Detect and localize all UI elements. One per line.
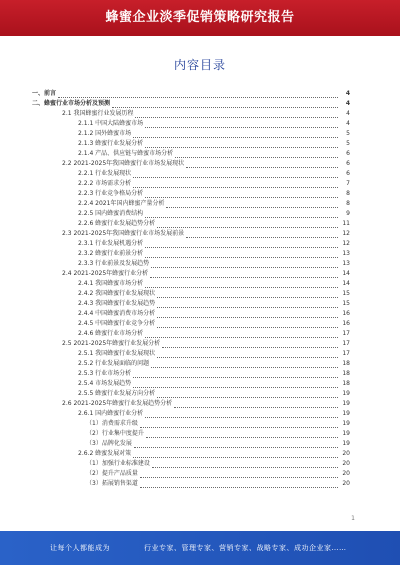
toc-entry-page: 6: [346, 170, 350, 177]
toc-entry-page: 20: [342, 480, 350, 487]
toc-dot-leader: [133, 181, 338, 188]
toc-entry-page: 6: [346, 160, 350, 167]
toc-entry-page: 13: [342, 250, 350, 257]
toc-entry-page: 9: [346, 210, 350, 217]
toc-entry-page: 13: [342, 260, 350, 267]
toc-entry-title: 2.5 2021-2025年蜂蜜行业发展分析: [62, 340, 161, 347]
toc-entry[interactable]: [32, 298, 350, 308]
toc-entry-page: 7: [346, 180, 350, 187]
toc-entry-page: 17: [342, 350, 350, 357]
toc-dot-leader: [157, 321, 338, 328]
toc-entry-page: 4: [345, 90, 350, 97]
toc-entry-title: 2.4.5 中国蜂蜜行业竞争分析: [78, 320, 156, 327]
toc-entry-page: 5: [346, 130, 350, 137]
toc-entry-page: 20: [342, 470, 350, 477]
toc-dot-leader: [186, 231, 338, 238]
toc-entry-page: 19: [342, 420, 350, 427]
toc-dot-leader: [140, 471, 338, 478]
footer-banner: [0, 531, 400, 565]
toc-entry-title: 2.1 我国蜂蜜行业发展历程: [62, 110, 134, 117]
toc-entry[interactable]: [32, 238, 350, 248]
toc-dot-leader: [145, 211, 338, 218]
toc-entry-title: 2.4.2 我国蜂蜜行业发展现状: [78, 290, 156, 297]
toc-entry-title: 2.1.4 产品、供应链与蜂蜜市场分析: [78, 150, 174, 157]
toc-dot-leader: [157, 301, 338, 308]
toc-dot-leader: [133, 171, 338, 178]
toc-dot-leader: [145, 121, 338, 128]
toc-entry-title: 2.3.3 行业前景及发展趋势: [78, 260, 150, 267]
toc-dot-leader: [134, 441, 338, 448]
toc-dot-leader: [133, 381, 338, 388]
toc-entry-page: 11: [342, 220, 350, 227]
toc-entry-title: 2.4.6 蜂蜜行业市场分析: [78, 330, 144, 337]
toc-entry-title: （3）拓展销售渠道: [86, 480, 138, 487]
toc-entry-page: 18: [342, 360, 350, 367]
toc-entry-title: 2.6.1 国内蜂蜜行业分析: [78, 410, 144, 417]
toc-entry-page: 18: [342, 380, 350, 387]
toc-dot-leader: [152, 461, 338, 468]
toc-entry-page: 4: [345, 100, 350, 107]
toc-entry-page: 18: [342, 370, 350, 377]
toc-entry-title: （1）加强行业标准建设: [86, 460, 150, 467]
toc-entry-title: 2.4.3 我国蜂蜜行业发展趋势: [78, 300, 156, 307]
toc-dot-leader: [157, 221, 338, 228]
toc-entry-page: 15: [342, 300, 350, 307]
toc-entry[interactable]: [32, 218, 350, 228]
report-title: 蜂蜜企业淡季促销策略研究报告: [105, 10, 295, 25]
toc-entry[interactable]: [32, 198, 350, 208]
toc-dot-leader: [157, 291, 338, 298]
toc-entry-title: （3）品牌化发展: [86, 440, 132, 447]
toc-dot-leader: [112, 101, 338, 108]
toc-entry[interactable]: [32, 178, 350, 188]
toc-entry[interactable]: [32, 378, 350, 388]
toc-entry-page: 14: [342, 270, 350, 277]
toc-entry[interactable]: [32, 88, 350, 98]
toc-entry-title: 2.6 2021-2025年蜂蜜行业发展趋势分析: [62, 400, 173, 407]
report-header: [0, 0, 400, 36]
toc-entry-page: 4: [346, 110, 350, 117]
toc-entry-title: 2.5.5 蜂蜜行业发展方向分析: [78, 390, 156, 397]
toc-dot-leader: [157, 351, 338, 358]
toc-entry[interactable]: [32, 128, 350, 138]
toc-entry[interactable]: [32, 368, 350, 378]
toc-entry[interactable]: [32, 478, 350, 488]
toc-entry-page: 17: [342, 340, 350, 347]
toc-entry-page: 17: [342, 330, 350, 337]
page-number: 1: [351, 515, 355, 522]
table-of-contents: [32, 88, 350, 488]
toc-entry-page: 19: [342, 390, 350, 397]
footer-roles: 行业专家、管理专家、营销专家、战略专家、成功企业家……: [144, 544, 347, 552]
toc-dot-leader: [174, 401, 338, 408]
toc-dot-leader: [157, 311, 338, 318]
toc-entry-title: 2.5.4 市场发展趋势: [78, 380, 132, 387]
toc-entry[interactable]: [32, 308, 350, 318]
toc-entry[interactable]: [32, 118, 350, 128]
toc-entry[interactable]: [32, 188, 350, 198]
toc-entry[interactable]: [32, 208, 350, 218]
toc-dot-leader: [162, 341, 338, 348]
toc-dot-leader: [145, 251, 338, 258]
toc-dot-leader: [145, 281, 338, 288]
toc-entry-page: 20: [342, 450, 350, 457]
toc-entry[interactable]: [32, 278, 350, 288]
toc-entry-title: 2.2.5 国内蜂蜜消费结构: [78, 210, 144, 217]
toc-entry-page: 19: [342, 430, 350, 437]
toc-entry-page: 12: [342, 240, 350, 247]
toc-entry-title: 2.2.3 行业竞争格局分析: [78, 190, 144, 197]
toc-entry-title: 2.5.1 我国蜂蜜行业发展现状: [78, 350, 156, 357]
toc-entry-page: 16: [342, 320, 350, 327]
toc-dot-leader: [145, 331, 338, 338]
toc-dot-leader: [140, 481, 338, 488]
toc-entry[interactable]: [32, 428, 350, 438]
toc-dot-leader: [140, 421, 338, 428]
toc-entry[interactable]: [32, 398, 350, 408]
toc-dot-leader: [145, 241, 338, 248]
toc-dot-leader: [166, 201, 338, 208]
toc-dot-leader: [135, 111, 338, 118]
toc-entry-title: 2.2.4 2021年国内蜂蜜产量分析: [78, 200, 165, 207]
toc-entry[interactable]: [32, 458, 350, 468]
toc-entry-page: 5: [346, 140, 350, 147]
toc-entry-title: 2.3.1 行业发展机遇分析: [78, 240, 144, 247]
toc-entry-page: 20: [342, 460, 350, 467]
toc-entry[interactable]: [32, 418, 350, 428]
toc-dot-leader: [133, 131, 338, 138]
toc-entry-title: 2.2.2 市场需求分析: [78, 180, 132, 187]
toc-entry-page: 6: [346, 150, 350, 157]
toc-entry-title: （1）消费需求升级: [86, 420, 138, 427]
toc-dot-leader: [175, 151, 338, 158]
toc-entry[interactable]: [32, 438, 350, 448]
toc-entry[interactable]: [32, 348, 350, 358]
toc-dot-leader: [133, 371, 338, 378]
toc-dot-leader: [145, 191, 338, 198]
toc-entry-title: 2.5.3 行业市场分析: [78, 370, 132, 377]
toc-entry[interactable]: [32, 228, 350, 238]
toc-entry[interactable]: [32, 448, 350, 458]
toc-entry-title: 2.5.2 行业发展面临的问题: [78, 360, 150, 367]
toc-entry-title: 2.1.2 国外蜂蜜市场: [78, 130, 132, 137]
toc-dot-leader: [150, 271, 338, 278]
toc-entry[interactable]: [32, 168, 350, 178]
toc-entry-page: 12: [342, 230, 350, 237]
toc-entry-title: 2.2.1 行业发展现状: [78, 170, 132, 177]
toc-entry-title: 2.1.1 中国大陆蜂蜜市场: [78, 120, 144, 127]
toc-entry[interactable]: [32, 408, 350, 418]
toc-entry-title: 2.4 2021-2025年蜂蜜行业分析: [62, 270, 149, 277]
toc-dot-leader: [146, 431, 338, 438]
toc-entry[interactable]: [32, 148, 350, 158]
footer-slogan: 让每个人都能成为: [50, 544, 110, 552]
toc-entry-page: 16: [342, 310, 350, 317]
toc-entry-page: 19: [342, 440, 350, 447]
toc-entry[interactable]: [32, 358, 350, 368]
toc-entry-title: 2.2.6 蜂蜜行业发展趋势分析: [78, 220, 156, 227]
toc-entry[interactable]: [32, 108, 350, 118]
toc-entry[interactable]: [32, 98, 350, 108]
toc-heading: 内容目录: [173, 58, 226, 72]
toc-entry-title: 一、前言: [32, 90, 57, 97]
toc-entry[interactable]: [32, 328, 350, 338]
toc-dot-leader: [58, 91, 338, 98]
toc-entry-page: 8: [346, 200, 350, 207]
toc-entry-title: 二、蜂蜜行业市场分析及预测: [32, 100, 111, 107]
toc-entry-page: 19: [342, 400, 350, 407]
toc-entry[interactable]: [32, 258, 350, 268]
toc-entry-page: 8: [346, 190, 350, 197]
toc-entry-title: 2.3.2 蜂蜜行业前景分析: [78, 250, 144, 257]
toc-entry[interactable]: [32, 268, 350, 278]
toc-entry-title: 2.6.2 蜂蜜发展对策: [78, 450, 132, 457]
toc-entry[interactable]: [32, 468, 350, 478]
toc-entry-title: 2.2 2021-2025年我国蜂蜜行业市场发展现状: [62, 160, 185, 167]
toc-dot-leader: [145, 411, 338, 418]
toc-dot-leader: [151, 261, 338, 268]
toc-entry-title: 2.3 2021-2025年我国蜂蜜行业市场发展前景: [62, 230, 185, 237]
toc-entry-page: 14: [342, 280, 350, 287]
toc-entry-page: 15: [342, 290, 350, 297]
toc-entry-title: 2.1.3 蜂蜜行业发展分析: [78, 140, 144, 147]
toc-entry[interactable]: [32, 388, 350, 398]
toc-dot-leader: [133, 451, 338, 458]
toc-dot-leader: [157, 391, 338, 398]
toc-entry[interactable]: [32, 318, 350, 328]
toc-entry-title: （2）行业集中度提升: [86, 430, 144, 437]
toc-entry-title: 2.4.4 中国蜂蜜消费市场分析: [78, 310, 156, 317]
toc-entry-page: 19: [342, 410, 350, 417]
toc-entry[interactable]: [32, 248, 350, 258]
toc-dot-leader: [145, 141, 338, 148]
toc-entry-page: 4: [346, 120, 350, 127]
toc-entry[interactable]: [32, 338, 350, 348]
toc-entry[interactable]: [32, 158, 350, 168]
toc-entry-title: （2）提升产品质量: [86, 470, 138, 477]
toc-dot-leader: [151, 361, 338, 368]
toc-dot-leader: [186, 161, 338, 168]
toc-entry[interactable]: [32, 288, 350, 298]
toc-entry-title: 2.4.1 我国蜂蜜市场分析: [78, 280, 144, 287]
toc-entry[interactable]: [32, 138, 350, 148]
